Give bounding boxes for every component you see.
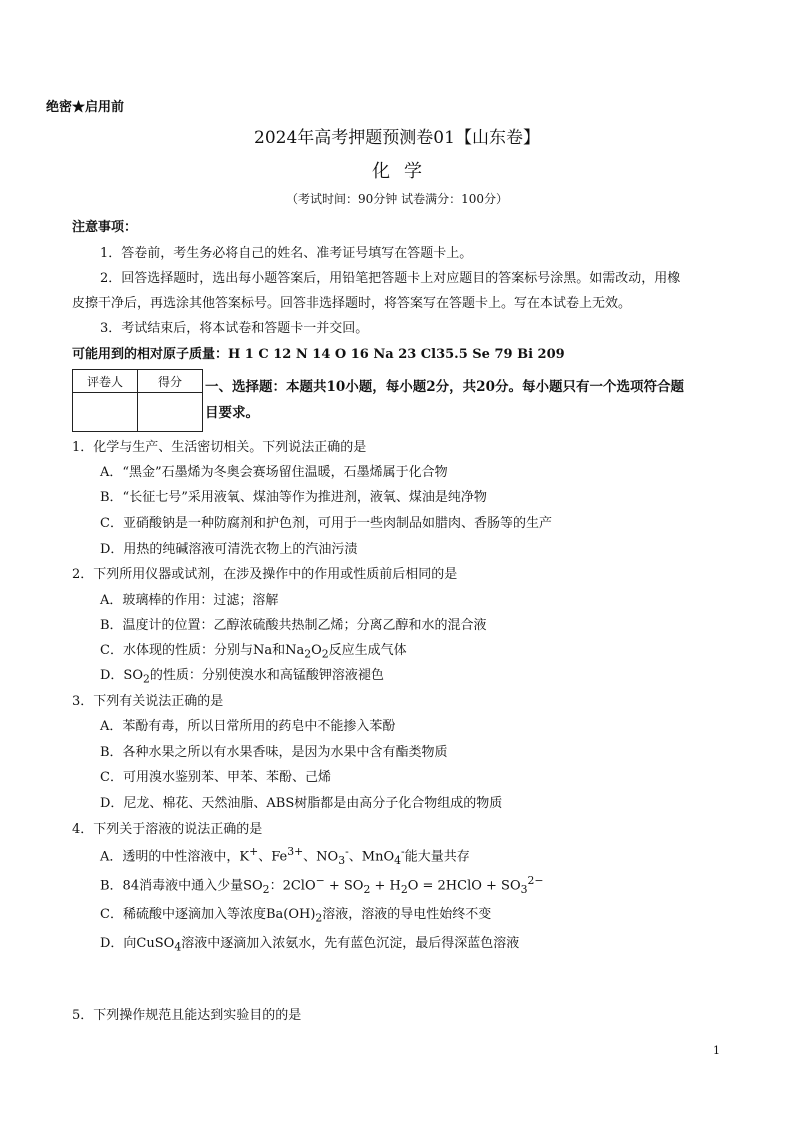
- question-1-option-b: B．“长征七号”采用液氧、煤油等作为推进剂，液氧、煤油是纯净物: [100, 490, 487, 505]
- section-title-line1: 一、选择题：本题共10小题，每小题2分，共20分。每小题只有一个选项符合题: [205, 379, 684, 395]
- exam-title: 2024年高考押题预测卷01【山东卷】: [254, 128, 540, 148]
- grader-cell: [73, 393, 138, 432]
- question-2-option-c: C．水体现的性质：分别与Na和$Na_2O_2$反应生成气体: [100, 643, 407, 661]
- question-3-option-c: C．可用溴水鉴别苯、甲苯、苯酚、己烯: [100, 770, 331, 785]
- exam-info: （考试时间：90分钟 试卷满分：100分）: [286, 192, 508, 206]
- notice-item-3: 3．考试结束后，将本试卷和答题卡一并交回。: [100, 321, 369, 336]
- grader-header: 评卷人: [73, 370, 138, 393]
- score-header: 得分: [138, 370, 203, 393]
- question-4-option-a: A．透明的中性溶液中，K+、$Fe^{3+}$、$NO_3^-$、MnO$_4$-能大量共存: [100, 845, 470, 867]
- notice-item-2: 2．回答选择题时，选出每小题答案后，用铅笔把答题卡上对应题目的答案标号涂黑。如需改动，用橡: [100, 271, 681, 286]
- notice-item-2-cont: 皮擦干净后，再选涂其他答案标号。回答非选择题时，将答案写在答题卡上。写在本试卷上无效。: [72, 296, 632, 311]
- question-2-stem: 2．下列所用仪器或试剂，在涉及操作中的作用或性质前后相同的是: [72, 567, 458, 582]
- question-2-option-a: A．玻璃棒的作用：过滤；溶解: [100, 593, 279, 608]
- question-1-option-d: D．用热的纯碱溶液可清洗衣物上的汽油污渍: [100, 542, 358, 557]
- question-4-option-b: B．84消毒液中通入少量$SO_2$：$2ClO^- + SO_2 + H_2O$ = 2HClO + $SO_3^{2-}$: [100, 874, 544, 896]
- atomic-masses: 可能用到的相对原子质量：H 1 C 12 N 14 O 16 Na 23 Cl35.5 Se 79 Bi 209: [72, 347, 565, 362]
- question-1-option-c: C．亚硝酸钠是一种防腐剂和护色剂，可用于一些肉制品如腊肉、香肠等的生产: [100, 516, 552, 531]
- question-4-option-c: C．稀硫酸中逐滴加入等浓度$Ba(OH)_2$溶液，溶液的导电性始终不变: [100, 907, 492, 925]
- question-3-option-b: B．各种水果之所以有水果香味，是因为水果中含有酯类物质: [100, 745, 448, 760]
- confidential-label: 绝密★启用前: [46, 100, 125, 115]
- question-1-option-a: A．“黑金”石墨烯为冬奥会赛场留住温暖，石墨烯属于化合物: [100, 465, 448, 480]
- page-number: 1: [713, 1044, 720, 1057]
- question-5-stem: 5．下列操作规范且能达到实验目的的是: [72, 1008, 302, 1023]
- question-2-option-d: D．$SO_2$的性质：分别使溴水和高锰酸钾溶液褪色: [100, 668, 384, 686]
- question-1-stem: 1．化学与生产、生活密切相关。下列说法正确的是: [72, 440, 367, 455]
- question-3-stem: 3．下列有关说法正确的是: [72, 694, 224, 709]
- notice-item-1: 1．答卷前，考生务必将自己的姓名、准考证号填写在答题卡上。: [100, 246, 473, 261]
- question-3-option-a: A．苯酚有毒，所以日常所用的药皂中不能掺入苯酚: [100, 719, 396, 734]
- notice-heading: 注意事项：: [72, 220, 138, 235]
- question-4-stem: 4．下列关于溶液的说法正确的是: [72, 822, 263, 837]
- question-2-option-b: B．温度计的位置：乙醇浓硫酸共热制乙烯；分离乙醇和水的混合液: [100, 618, 487, 633]
- subject-title: 化学: [372, 161, 436, 182]
- question-3-option-d: D．尼龙、棉花、天然油脂、ABS树脂都是由高分子化合物组成的物质: [100, 796, 503, 811]
- grader-table: [72, 369, 203, 432]
- section-title-line2: 目要求。: [205, 405, 259, 421]
- score-cell: [138, 393, 203, 432]
- question-4-option-d: D．向CuSO$_4$溶液中逐滴加入浓氨水，先有蓝色沉淀，最后得深蓝色溶液: [100, 936, 520, 954]
